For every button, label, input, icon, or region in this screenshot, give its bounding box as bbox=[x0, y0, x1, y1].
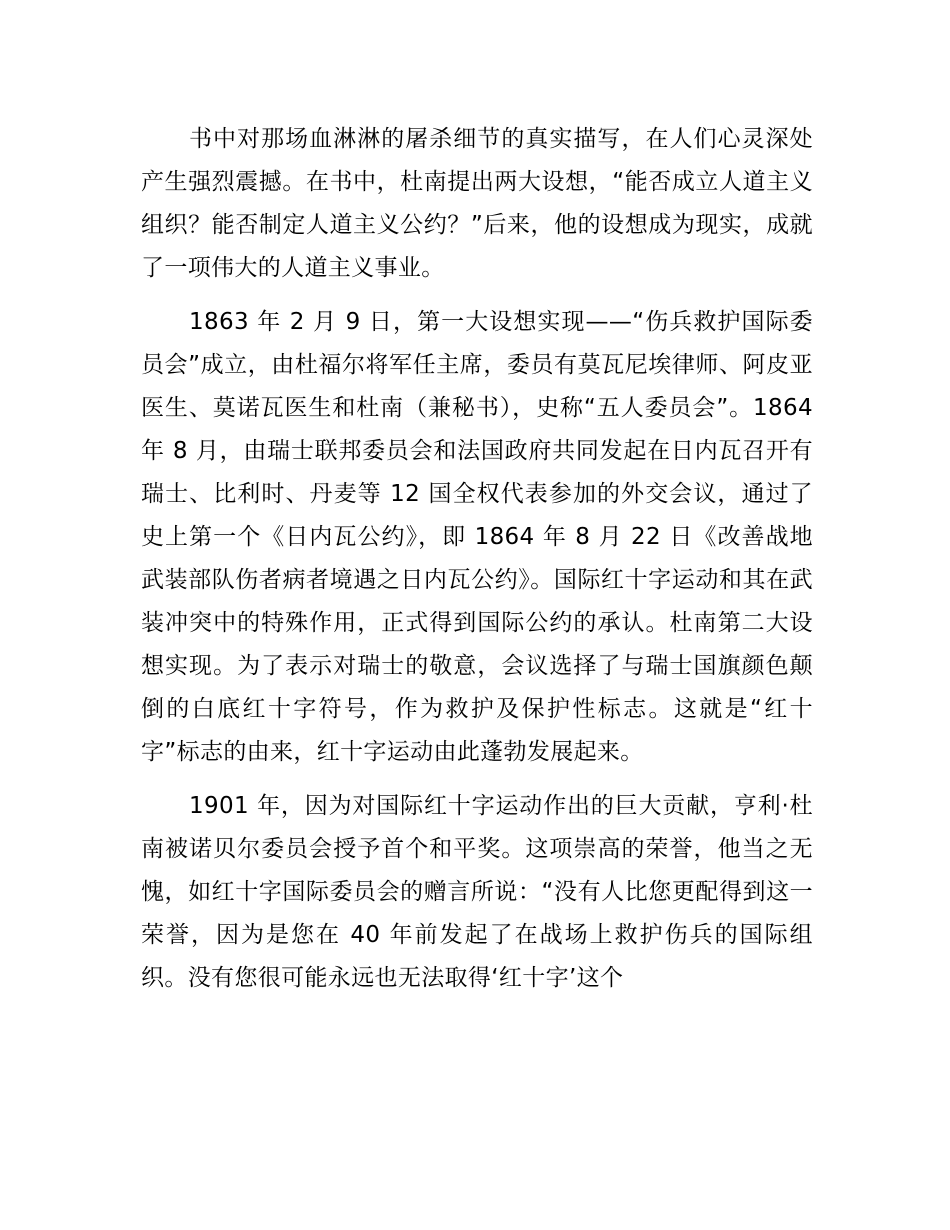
document-page bbox=[141, 118, 813, 1011]
paragraph-geneva-convention: 1863 年 2 月 9 日，第一大设想实现——“伤兵救护国际委员会”成立，由杜福尔将军任主席，委员有莫瓦尼埃律师、阿皮亚医生、莫诺瓦医生和杜南（兼秘书），史称“五人委员会”。1864 年 8 月，由瑞士联邦委员会和法国政府共同发起在日内瓦召开有瑞士、比利时、丹麦等 12 国全权代表参加的外交会议，通过了史上第一个《日内瓦公约》，即 1864 年 8 月 22 日《改善战地武装部队伤者病者境遇之日内瓦公约》。国际红十字运动和其在武装冲突中的特殊作用，正式得到国际公约的承认。杜南第二大设想实现。为了表示对瑞士的敬意，会议选择了与瑞士国旗颜色颠倒的白底红十字符号，作为救护及保护性标志。这就是“红十字”标志的由来，红十字运动由此蓬勃发展起来。 bbox=[141, 309, 813, 765]
paragraph-nobel-prize: 1901 年，因为对国际红十字运动作出的巨大贡献，亨利·杜南被诺贝尔委员会授予首个和平奖。这项崇高的荣誉，他当之无愧，如红十字国际委员会的赠言所说：“没有人比您更配得到这一荣誉，因为是您在 40 年前发起了在战场上救护伤兵的国际组织。没有您很可能永远也无法取得‘红十字’这个 bbox=[141, 793, 813, 991]
paragraph-dunant-proposals: 书中对那场血淋淋的屠杀细节的真实描写，在人们心灵深处产生强烈震撼。在书中，杜南提出两大设想，“能否成立人道主义组织？能否制定人道主义公约？”后来，他的设想成为现实，成就了一项伟大的人道主义事业。 bbox=[141, 126, 813, 281]
